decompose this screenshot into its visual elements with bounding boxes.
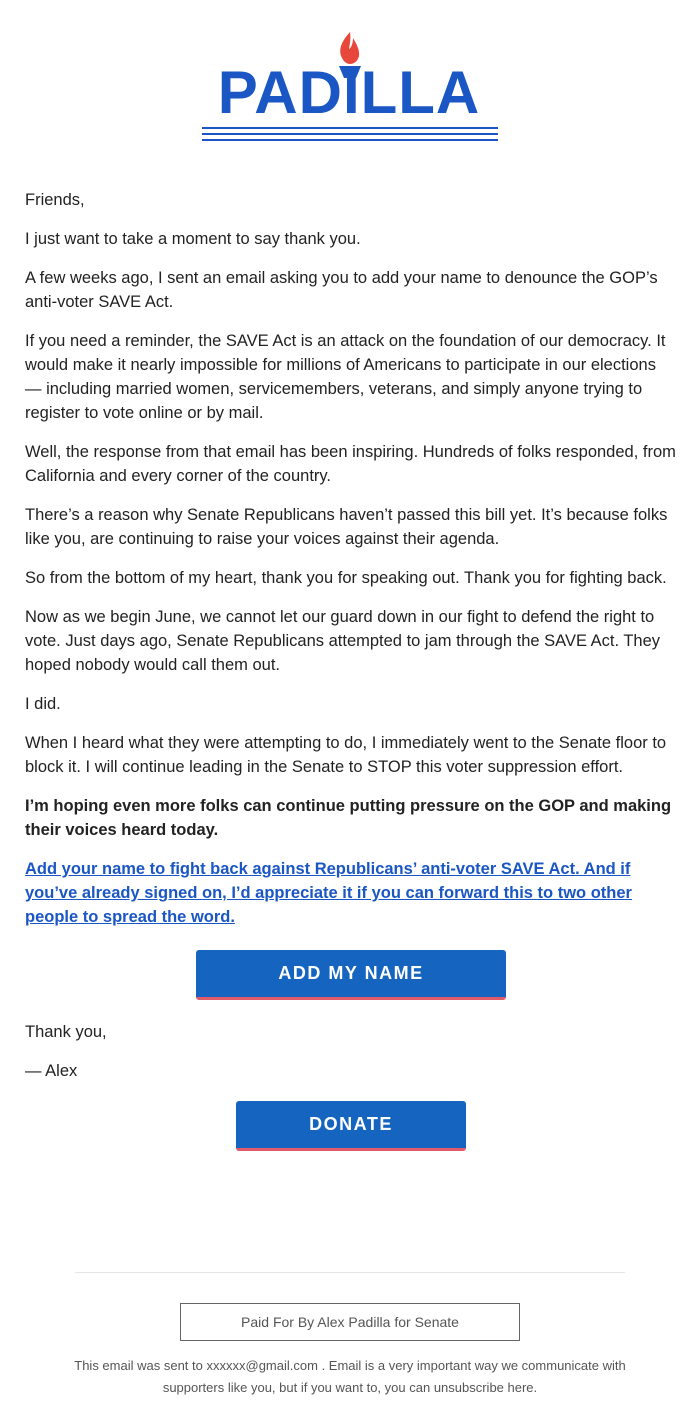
add-name-link[interactable]: Add your name to fight back against Republicans’ anti-voter SAVE Act. And if you’ve already signed on, I’d appreciate it if you can forward this to two other people to spread the word. xyxy=(25,860,632,926)
bold-paragraph: I’m hoping even more folks can continue putting pressure on the GOP and making their voices heard today. xyxy=(25,797,672,839)
email-body xyxy=(25,188,677,1151)
unsubscribe-link[interactable]: unsubscribe here xyxy=(433,1380,534,1395)
paragraph: When I heard what they were attempting to do, I immediately went to the Senate floor to block it. I will continue leading in the Senate to STOP this voter suppression effort. xyxy=(25,734,667,776)
signature: — Alex xyxy=(25,1062,78,1080)
logo-stripe xyxy=(202,127,498,129)
padilla-logo xyxy=(0,28,700,148)
paragraph: I just want to take a moment to say thank you. xyxy=(25,230,361,248)
closing: Thank you, xyxy=(25,1023,107,1041)
paragraph: There’s a reason why Senate Republicans haven’t passed this bill yet. It’s because folks like you, are continuing to raise your voices against their agenda. xyxy=(25,506,668,548)
paragraph: Well, the response from that email has been inspiring. Hundreds of folks responded, from California and every corner of the country. xyxy=(25,443,676,485)
recipient-email-link[interactable]: xxxxxx@gmail.com xyxy=(206,1358,318,1373)
sent-to-suffix: . Email is a very important way we communicate with supporters like you, but if you want to, you can xyxy=(162,1358,626,1395)
paragraph: A few weeks ago, I sent an email asking you to add your name to denounce the GOP’s anti-voter SAVE Act. xyxy=(25,269,658,311)
paragraph: I did. xyxy=(25,695,61,713)
paid-for-disclaimer: Paid For By Alex Padilla for Senate xyxy=(180,1303,520,1341)
footer-divider xyxy=(75,1272,625,1273)
logo-graphic xyxy=(0,28,700,148)
paragraph: Now as we begin June, we cannot let our guard down in our fight to defend the right to vote. Just days ago, Senate Republicans attempted to jam through the SAVE Act. They hoped nobody would call them out. xyxy=(25,608,661,674)
logo-stripe xyxy=(202,133,498,135)
footer-period: . xyxy=(533,1380,538,1395)
logo-wordmark: PADILLA xyxy=(217,59,481,126)
add-my-name-button[interactable]: ADD MY NAME xyxy=(196,950,506,1000)
paragraph: If you need a reminder, the SAVE Act is an attack on the foundation of our democracy. It would make it nearly impossible for millions of Americans to participate in our elections — including married women, servicemembers, veterans, and simply anyone trying to register to vote online or by mail. xyxy=(25,332,666,422)
paragraph: So from the bottom of my heart, thank you for speaking out. Thank you for fighting back. xyxy=(25,569,667,587)
sent-to-prefix: This email was sent to xyxy=(74,1358,203,1373)
greeting: Friends, xyxy=(25,191,85,209)
donate-button[interactable]: DONATE xyxy=(236,1101,466,1151)
footer-text xyxy=(60,1355,640,1399)
logo-stripe xyxy=(202,139,498,141)
